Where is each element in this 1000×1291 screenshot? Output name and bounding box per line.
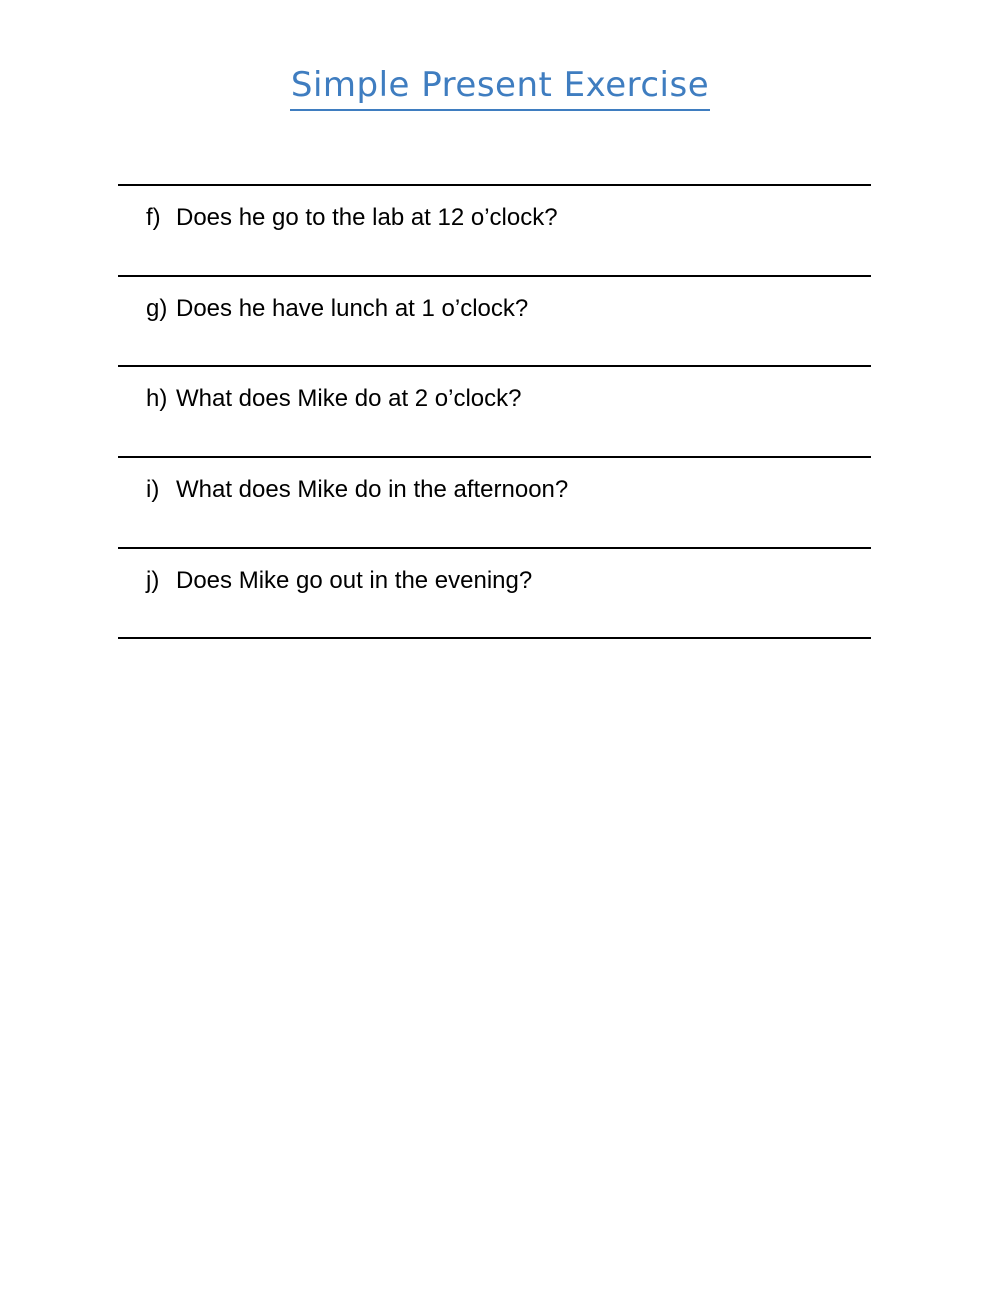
- answer-line: [118, 456, 871, 458]
- question-text: Does Mike go out in the evening?: [176, 567, 533, 594]
- question-letter: i): [146, 476, 160, 503]
- page-title: [0, 62, 1000, 111]
- question-f: [146, 204, 558, 232]
- question-letter: f): [146, 204, 161, 231]
- answer-line: [118, 275, 871, 277]
- page-title-text: Simple Present Exercise: [290, 62, 710, 111]
- answer-line: [118, 637, 871, 639]
- question-letter: h): [146, 385, 168, 412]
- answer-line: [118, 184, 871, 186]
- question-text: Does he go to the lab at 12 o’clock?: [176, 204, 558, 231]
- question-letter: g): [146, 295, 168, 322]
- question-j: [146, 567, 532, 595]
- answer-line: [118, 365, 871, 367]
- question-letter: j): [146, 567, 160, 594]
- question-text: What does Mike do in the afternoon?: [176, 476, 569, 503]
- answer-line: [118, 547, 871, 549]
- question-text: Does he have lunch at 1 o’clock?: [176, 295, 529, 322]
- question-h: [146, 385, 522, 413]
- question-text: What does Mike do at 2 o’clock?: [176, 385, 522, 412]
- question-i: [146, 476, 568, 504]
- question-g: [146, 295, 528, 323]
